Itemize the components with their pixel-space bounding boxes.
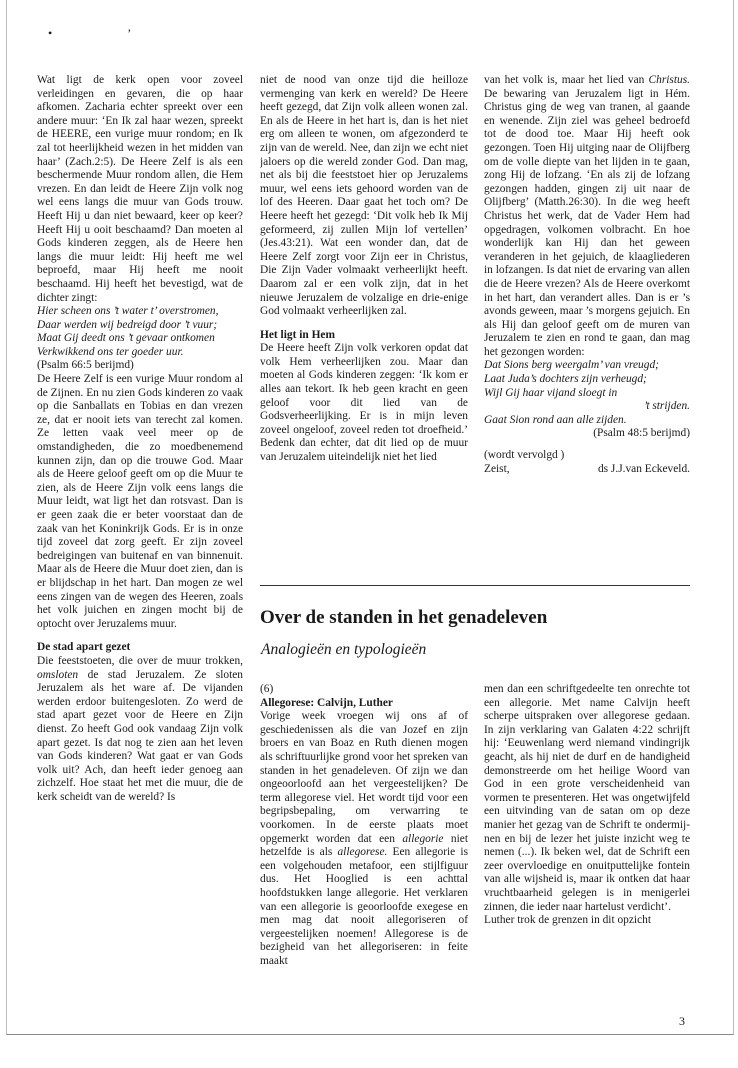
- paragraph: men dan een schriftgedeelte ten onrechte tot een allegorie. Met name Calvijn heeft scherpe uitspraken over allegorese gedaan. In zijn verklaring van Galaten 4:22 schrijft hij: ‘Eeuwenlang werd niemand vindingrijk geacht, als hij niet de durf en de handigheid demonstreerde om het heilige Woord van God in een grote verscheidenheid van vormen te presenteren. Het was ongetwijfeld een uitvinding van de satan om op deze manier het gezag van de Schrift te ondermijnen en bij de lezer het juiste inzicht weg te nemen (...). Ik beken wel, dat de Schrift een zeer overvloedige en onuitputtelijke fontein van alle wijsheid is, maar ik ontken dat haar vruchtbaarheid gelegen is in menigerlei zinnen, die ieder naar hartelust verdicht’.: [484, 683, 690, 913]
- text-run: de stad Jeruzalem. Ze sloten Jeruzalem als het ware af. De vijanden werden erdoor buitengesloten. Zo werd de stad apart gezet voor de Heere en Zijn dienst. Zo heeft God ook vandaag Zijn volk apart gezet. Is dat nog te zien aan het leven van Gods kinderen? Wat gaat er van Gods volk uit? Ach, dan heeft ieder genoeg aan zichzelf. Hoe staat het met die muur, die de kerk scheidt van de wereld? Is: [37, 668, 243, 803]
- continued-note: (wordt vervolgd ): [484, 449, 565, 462]
- article-title: Over de standen in het genadeleven: [260, 607, 548, 628]
- column-2: [260, 74, 468, 584]
- scan-specks: • ’: [48, 26, 168, 40]
- paragraph: De Heere heeft Zijn volk verkoren opdat dat volk Hem verheerlijken zou. Maar dan moeten al Gods kinderen zeggen: ‘Ik kom er alles aan tekort. Ik heb geen kracht en geen geloof voor dit lied van de Godsverheerlijking. Er is in mijn leven zoveel ongeloof, zoveel reden tot droefheid.’ Bedenk dan echter, dat dit lied op de muur van Jeruzalem uiteindelijk niet het lied: [260, 342, 468, 464]
- poem-line: ’t strijden.: [643, 400, 690, 413]
- emphasis: Christus.: [648, 74, 690, 86]
- citation: (Psalm 48:5 berijmd): [593, 427, 690, 440]
- paragraph: niet de nood van onze tijd die heilloze vermenging van kerk en wereld? De Heere heeft gezegd, dat Zijn volk alleen wonen zal. En als de Heere in het hart is, dan is het niet erg om alleen te wonen, om afgezonderd te zijn van de wereld. Nee, dan zijn we echt niet jaloers op die wereld zonder God. Dan mag, net als bij die feeststoet hier op Jeruzalems muur, wel eens iets gehoord worden van de lof des Heeren. Daar gaat het toch om? De Heere heeft het gezegd: ‘Dit volk heb Ik Mij geformeerd, zij zullen Mijn lof vertellen’ (Jes.43:21). Wat een wonder dan, dat de Heere Zelf zorgt voor Zijn eer in Christus, Die Zijn Vader volmaakt verheerlijkt heeft. Daarom zal er een volk zijn, dat in het nieuwe Jeruzalem de volzalige en drie-enige God volmaakt verheerlijken zal.: [260, 74, 468, 318]
- paragraph: Wat ligt de kerk open voor zoveel verleidingen en gevaren, die op haar afkomen. Zacharia echter spreekt over een andere muur: ‘En Ik zal haar wezen, spreekt de HEERE, een vurige muur rondom; en Ik zal tot heerlijkheid wezen in het midden van haar’ (Zach.2:5). De Heere Zelf is als een beschermende Muur rondom allen, die Hem vrezen. En dan leidt de Heere Zijn volk nog wel eens langs die muur van Gods trouw. Heeft Hij u dan niet bewaard, keer op keer? Heeft Hij u ooit beschaamd? Dan moeten al Gods kinderen zeggen, als de Heere hen langs die muur leidt: Hij heeft me wel beproefd, maar Hij heeft me nooit beschaamd. Hij heeft het bevestigd, wat de dichter zingt:: [37, 74, 243, 304]
- article-subtitle: Analogieën en typologieën: [261, 641, 427, 658]
- text-run: De bewaring van Jeruzalem ligt in Hém. Christus ging de weg van tranen, al gaande en wenende. Zijn ziel was geheel bedroefd tot de dood toe. Maar Hij heeft ook gezongen. Toen Hij uitging naar de Olijfberg om de volle diepte van het lijden in te gaan, zong Hij de lofzang. ‘En als zij de lofzang gezongen hadden, gingen zij uit naar de Olijfberg’ (Matth.26:30). In die weg heeft Christus het werk, dat de Vader Hem had opgedragen, volkomen volbracht. En hoe wonderlijk kan Hij dan het geween veranderen in het gejuich, de klaagliederen in lofzangen. Is dat niet de ervaring van allen die de Heere vrezen? Als de Heere overkomt in het hart, dan verandert alles. Dan is er ’s avonds geween, maar ’s morgens gejuich. En als Hij dan geloof geeft om de muren van Jeruzalem te zien en rond te gaan, dan mag het gezongen worden:: [484, 87, 690, 358]
- citation: (Psalm 66:5 berijmd): [37, 359, 134, 372]
- text-run: niet hetzelfde is als: [260, 832, 468, 859]
- poem-line: Daar werden wij bedreigd door ’t vuur;: [37, 318, 218, 331]
- paragraph: [260, 710, 468, 968]
- place: Zeist,: [484, 462, 510, 475]
- paragraph: Luther trok de grenzen in dit opzicht: [484, 914, 652, 927]
- emphasis: omsloten: [37, 668, 79, 681]
- emphasis: allegorese.: [337, 846, 388, 859]
- signature-line: [484, 463, 690, 477]
- paragraph: De Heere Zelf is een vurige Muur rondom al de Zijnen. En nu zien Gods kinderen zo vaak op die Sanballats en Tobias en dan vrezen ze, dat er nooit iets van terecht zal komen. Ze letten vaak veel meer op de omstandigheden, die zo moedbenemend kunnen zijn, dan op die trouwe God. Maar als de Heere geloof geeft om op die Muur te zien, als de Heere Zijn volk eens langs die Muur leidt, wat ligt het dan rotsvast. Dan is er geen zaak die er beter voorstaat dan de zaak van het Koninkrijk Gods. Er is in onze tijd zoveel dat zorg geeft. Er zijn zoveel bedreigingen van buitenaf en van binnenuit. Maar als de Heere die Muur doet zien, dan is er blijdschap in het hart. Dan mogen ze wel eens zingen van de wegen des Heeren, zoals het volk juichen en zingen mocht bij de optocht over Jeruzalems muur.: [37, 373, 243, 630]
- part-number: (6): [260, 683, 274, 695]
- text-run: Een allegorie is een volgehouden metafoor, een stijlfiguur dus. Het Hooglied is een achttal hoofdstukken lange allegorie. Het verklaren van een allegorie is geoorloofde exegese en men mag dat nooit allegoriseren of vergeestelijken noemen! Allegorese is de bezigheid van het allegoriseren: in feite maakt: [260, 846, 468, 967]
- poem-line: Dat Sions berg weergalm’ van vreugd;: [484, 359, 659, 372]
- poem-line: Wijl Gij haar vijand sloegt in: [484, 386, 618, 399]
- section-heading: Allegorese: Calvijn, Luther: [260, 696, 393, 709]
- column-3: [484, 74, 690, 589]
- paragraph: [484, 74, 690, 359]
- column-5: [484, 683, 690, 1035]
- column-1: [37, 74, 243, 1040]
- poem-line: Verkwikkend ons ter goeder uur.: [37, 345, 184, 358]
- poem-line: Laat Juda’s dochters zijn verheugd;: [484, 373, 647, 386]
- text-run: Die feeststoeten, die over de muur trokken,: [37, 654, 243, 667]
- divider: [260, 585, 690, 586]
- text-run: van het volk is, maar het lied van: [484, 74, 649, 86]
- poem-line: Hier scheen ons ’t water t’ overstromen,: [37, 305, 219, 318]
- author: ds J.J.van Eckeveld.: [597, 462, 690, 475]
- page-number: 3: [679, 1014, 685, 1028]
- section-heading: Het ligt in Hem: [260, 328, 335, 341]
- column-4: [260, 683, 468, 1035]
- section-heading: De stad apart gezet: [37, 641, 131, 654]
- paragraph: [37, 655, 243, 805]
- emphasis: allegorie: [402, 832, 444, 845]
- poem-line: Gaat Sion rond aan alle zijden.: [484, 413, 627, 426]
- poem-line: Maat Gij deedt ons ’t gevaar ontkomen: [37, 332, 215, 345]
- text-run: Vorige week vroegen wij ons af of geschiedenissen als die van Jozef en zijn broers en van Boaz en Ruth dienen mogen als schriftuurlijke grond voor het spreken van standen in het genadeleven. Of zijn we dan ongeoorloofd aan het vergeestelijken? De term allegorese viel. Het wordt tijd voor een begripsbepaling, om verwarring te voorkomen. In de eerste plaats moet opgemerkt worden dat een: [260, 710, 468, 845]
